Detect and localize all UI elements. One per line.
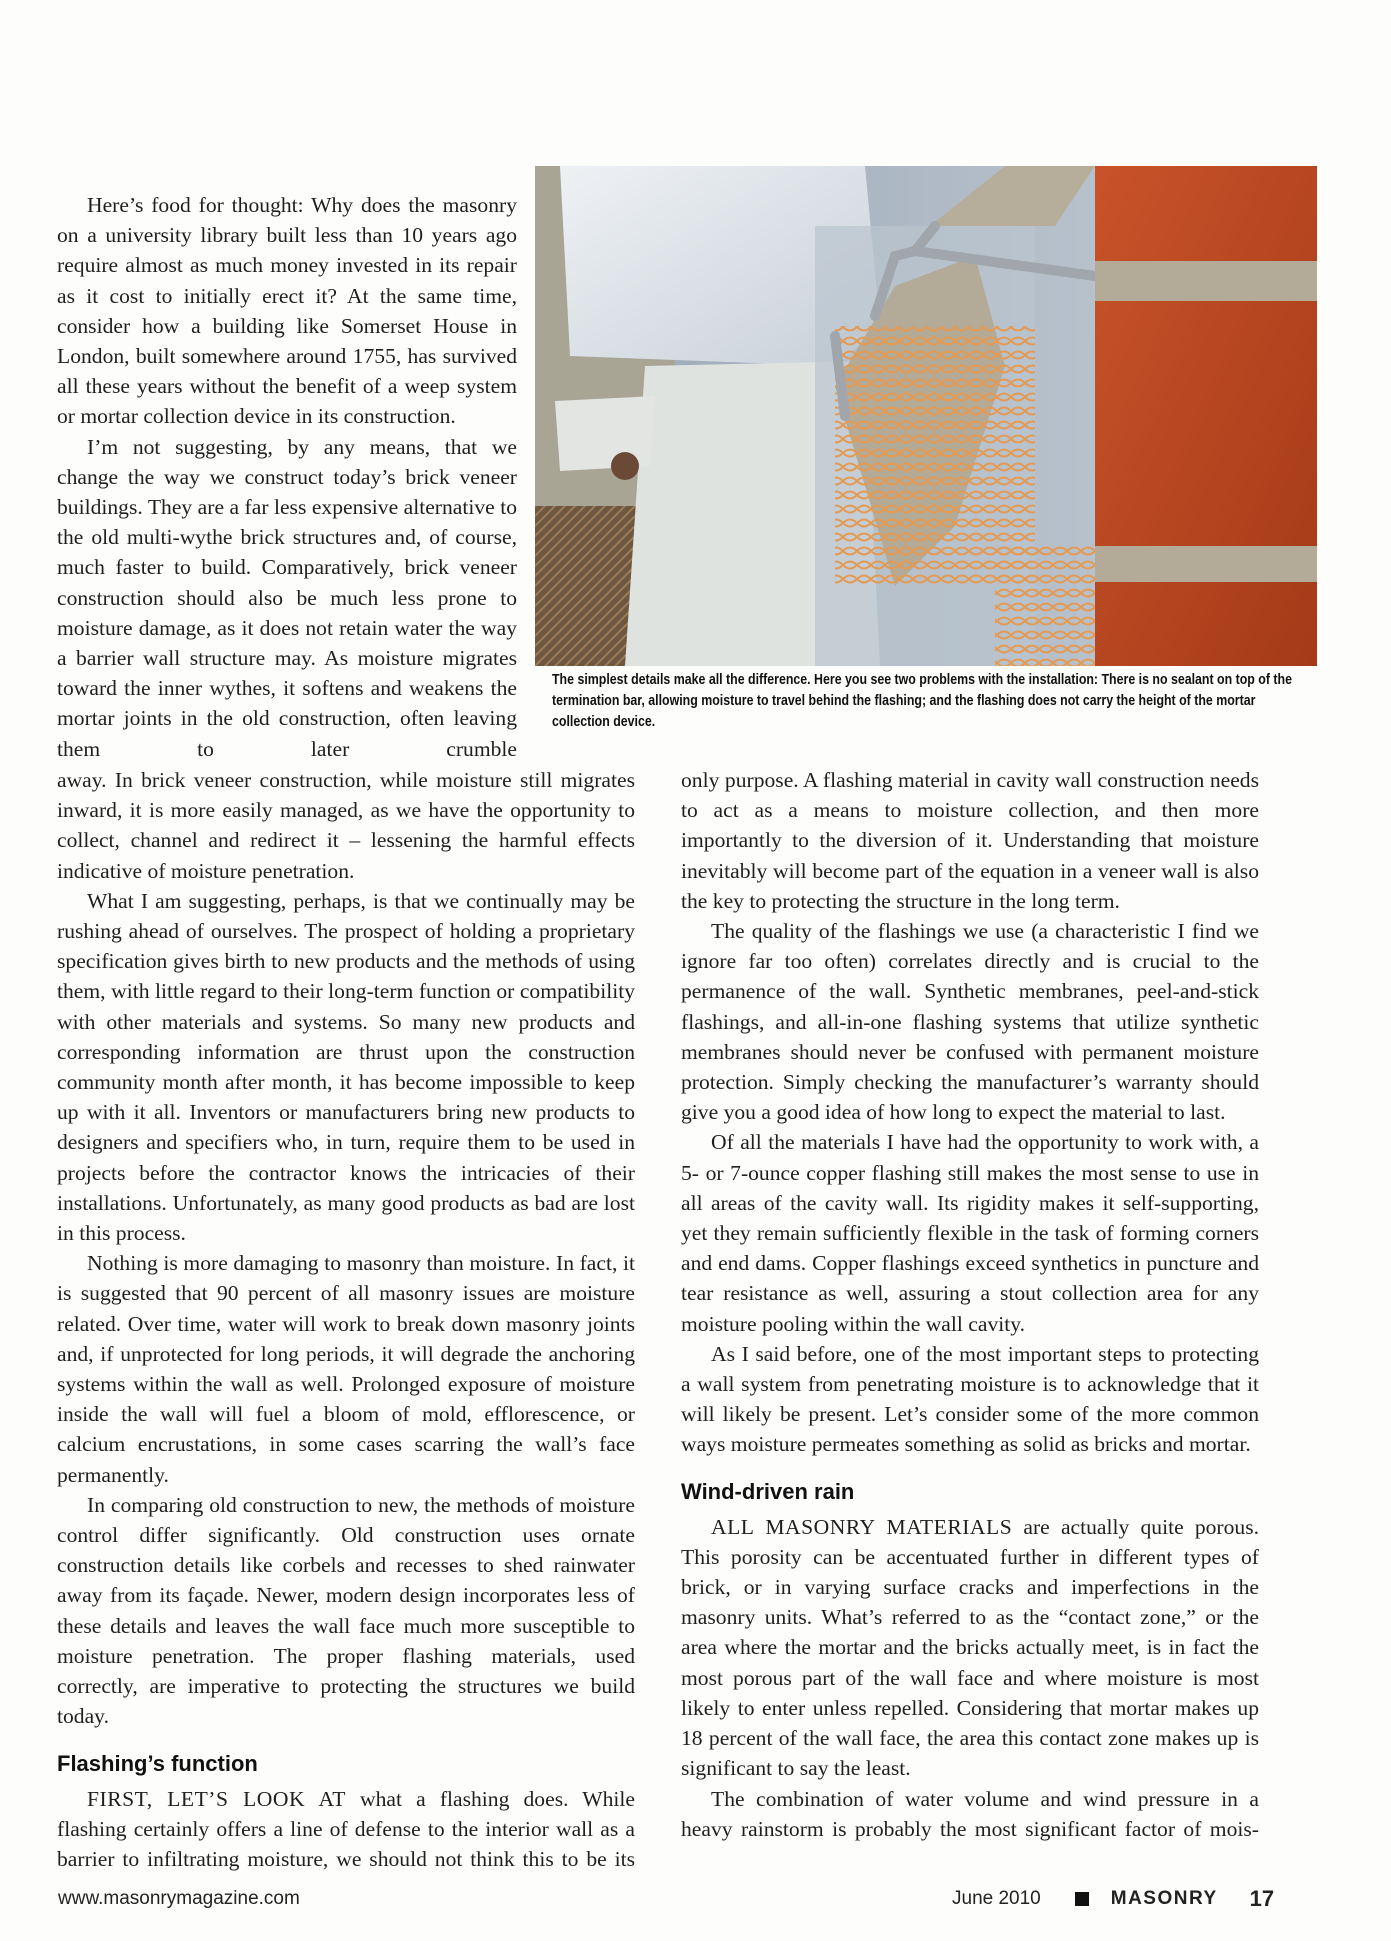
paragraph: As I said before, one of the most important steps to protecting a wall system from penetrating moisture is to acknowledge that it will likely be present. Let’s consider some of the more common ways moisture permeates something as solid as bricks and mortar. — [681, 1341, 1259, 1457]
paragraph: What I am suggesting, perhaps, is that we continually may be rushing ahead of ourselves. The prospect of holding a proprietary specification gives birth to new products and the methods of using them, with little regard to their long-term function or compatibility with other materials and systems. So many new products and corresponding information are thrust upon the construction community month after month, it has become impossible to keep up with it all. Inventors or manufacturers bring new products to designers and specifiers who, in turn, require them to be used in projects before the contractor knows the intricacies of their installations. Unfortunately, as many good products as bad are lost in this process. — [57, 888, 635, 1246]
paragraph: Here’s food for thought: Why does the masonry on a university library built less than 10 years ago require almost as much money invested in its repair as it cost to initially erect it? At the same time, consider how a building like Somerset House in London, built somewhere around 1755, has survived all these years without the benefit of a weep system or mortar collection device in its construction. — [57, 193, 517, 429]
paragraph-text: what a flashing does. While flashing certainly offers a line of defense to the interior wall as a barrier to infiltrating moisture, we should not think this to be its — [57, 1786, 635, 1871]
square-bullet-icon — [1075, 1892, 1089, 1906]
paragraph: The combination of water volume and wind pressure in a heavy rainstorm is probably the most significant factor of mois- — [681, 1786, 1259, 1841]
magazine-name: MASONRY — [1110, 1888, 1218, 1909]
section-heading: Wind-driven rain — [681, 1478, 855, 1504]
paragraph: In comparing old construction to new, the methods of moisture control differ significantly. Old construction uses ornate construction details like corbels and recesses to shed rainwater away from its façade. Newer, modern design incorporates less of these details and leaves the wall face much more susceptible to moisture penetration. The proper flashing materials, used correctly, are imperative to protecting the structures we build today. — [57, 1492, 635, 1729]
footer-date: June 2010 — [952, 1888, 1041, 1909]
paragraph-text: are actually quite porous. This porosity can be accentuated further in different types of brick, or in varying surface cracks and imperfections in the masonry units. What’s referred to as the “contact zone,” or the area where the mortar and the bricks actually meet, is in fact the most porous part of the wall face and where moisture is most likely to enter unless repelled. Considering that mortar makes up 18 percent of the wall face, the area this contact zone makes up is significant to say the least. — [681, 1514, 1260, 1781]
paragraph: The quality of the flashings we use (a characteristic I find we ignore far too often) correlates directly and is crucial to the permanence of the wall. Synthetic membranes, peel-and-stick flashings, and all-in-one flashing systems that utilize synthetic membranes should never be confused with permanent moisture protection. Simply checking the manufacturer’s warranty should give you a good idea of how long to expect the material to last. — [681, 919, 1259, 1125]
flashing-photo-illustration — [535, 166, 1317, 666]
article-left-column — [57, 765, 635, 1874]
paragraph: away. In brick veneer construction, while moisture still migrates inward, it is more easily managed, as we have the opportunity to collect, channel and redirect it – lessening the harmful effects indicative of moisture penetration. — [57, 768, 635, 883]
article-right-column — [681, 765, 1259, 1844]
paragraph: Of all the materials I have had the opportunity to work with, a 5- or 7-ounce copper flashing still makes the most sense to use in all areas of the cavity wall. Its rigidity makes it self-supporting, yet they remain sufficiently flexible in the task of forming corners and end dams. Copper flashings exceed synthetics in puncture and tear resistance as well, assuring a stout collection area for any moisture pooling within the wall cavity. — [681, 1130, 1259, 1336]
article-photo — [535, 166, 1317, 666]
photo-caption: The simplest details make all the difference. Here you see two problems with the installation: There is no sealant on top of the termination bar, allowing moisture to travel behind the flashing; and the flashing does not carry the height of the mortar collection device. — [552, 672, 1292, 730]
section-heading: Flashing’s function — [57, 1750, 258, 1776]
lead-in: FIRST, LET’S LOOK AT — [87, 1786, 346, 1811]
paragraph — [681, 1512, 1259, 1784]
paragraph — [57, 1784, 635, 1875]
footer-url: www.masonrymagazine.com — [58, 1888, 300, 1909]
paragraph: Nothing is more damaging to masonry than moisture. In fact, it is suggested that 90 percent of all masonry issues are moisture related. Over time, water will work to break down masonry joints and, if unprotected for long periods, it will degrade the anchoring systems within the wall as well. Prolonged exposure of moisture inside the wall will fuel a bloom of mold, efflorescence, or calcium encrustations, in some cases scarring the wall’s face permanently. — [57, 1251, 635, 1487]
paragraph: I’m not suggesting, by any means, that we change the way we construct today’s brick veneer buildings. They are a far less expensive alternative to the old multi-wythe brick structures and, of course, much faster to build. Comparatively, brick veneer construction should also be much less prone to moisture damage, as it does not retain water the way a barrier wall structure may. As moisture migrates toward the inner wythes, it softens and weakens the mortar joints in the old construction, often leaving them to later crumble — [57, 434, 517, 761]
paragraph: only purpose. A flashing material in cavity wall construction needs to act as a means to moisture collection, and then more importantly to the diversion of it. Understanding that moisture inevitably will become part of the equation in a veneer wall is also the key to protecting the structure in the long term. — [681, 768, 1259, 913]
page-number: 17 — [1249, 1886, 1275, 1911]
lead-in: ALL MASONRY MATERIALS — [711, 1514, 1013, 1539]
article-intro-column — [57, 190, 517, 764]
footer-folio — [952, 1884, 1274, 1914]
